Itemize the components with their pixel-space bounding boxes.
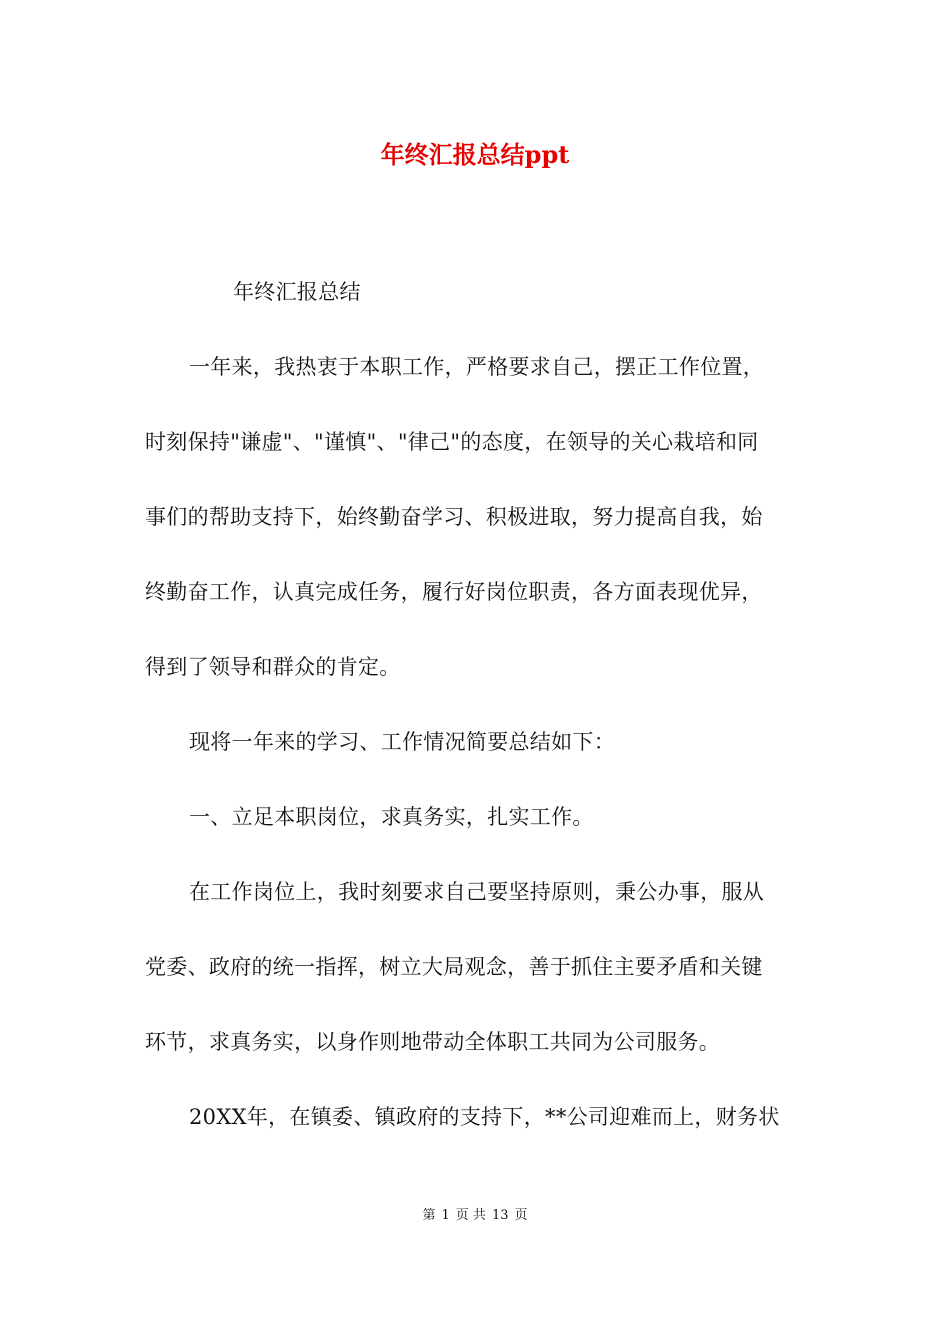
- page-footer: [0, 1206, 950, 1226]
- paragraph-line: 终勤奋工作，认真完成任务，履行好岗位职责，各方面表现优异，: [145, 580, 763, 604]
- paragraph-line: 20XX年，在镇委、镇政府的支持下，**公司迎难而上，财务状: [189, 1105, 780, 1129]
- paragraph-line: 党委、政府的统一指挥，树立大局观念，善于抓住主要矛盾和关键: [145, 955, 763, 979]
- document-title: 年终汇报总结ppt: [380, 140, 570, 169]
- paragraph-line: 事们的帮助支持下，始终勤奋学习、积极进取，努力提高自我，始: [145, 505, 763, 529]
- paragraph-line: 环节，求真务实，以身作则地带动全体职工共同为公司服务。: [145, 1030, 721, 1054]
- page-label-prefix: 第: [422, 1208, 436, 1223]
- page-current: 1: [441, 1208, 450, 1223]
- page-total: 13: [491, 1208, 509, 1223]
- document-subtitle: 年终汇报总结: [233, 280, 361, 304]
- page-label-suffix: 页: [514, 1208, 528, 1223]
- paragraph-line: 现将一年来的学习、工作情况简要总结如下：: [189, 730, 615, 754]
- paragraph-line: 时刻保持"谦虚"、"谨慎"、"律己"的态度，在领导的关心栽培和同: [145, 430, 759, 454]
- paragraph-line: 得到了领导和群众的肯定。: [145, 655, 401, 679]
- section-heading: 一、立足本职岗位，求真务实，扎实工作。: [189, 805, 594, 829]
- document-body: [145, 255, 807, 1155]
- page-label-mid: 页 共: [455, 1208, 486, 1223]
- paragraph-line: 一年来，我热衷于本职工作，严格要求自己，摆正工作位置，: [189, 355, 765, 379]
- paragraph-line: 在工作岗位上，我时刻要求自己要坚持原则，秉公办事，服从: [189, 880, 765, 904]
